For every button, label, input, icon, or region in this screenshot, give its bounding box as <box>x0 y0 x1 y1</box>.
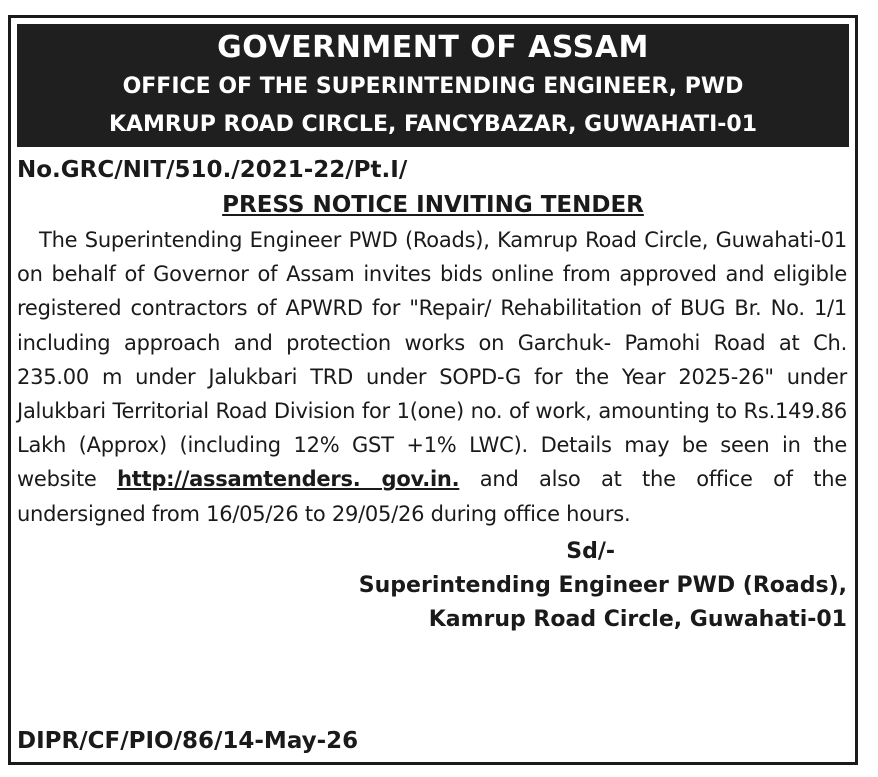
reference-number: No.GRC/NIT/510./2021-22/Pt.I/ <box>17 157 408 183</box>
signature-office: Kamrup Road Circle, Guwahati-01 <box>428 606 847 632</box>
notice-body <box>17 223 847 531</box>
government-title: GOVERNMENT OF ASSAM <box>217 30 649 65</box>
dipr-code: DIPR/CF/PIO/86/14-May-26 <box>17 728 359 754</box>
circle-address: KAMRUP ROAD CIRCLE, FANCYBAZAR, GUWAHATI-01 <box>108 112 758 137</box>
signature-block <box>11 535 847 637</box>
tender-website-link[interactable]: http://assamtenders. gov.in. <box>117 467 460 492</box>
signature-sd: Sd/- <box>566 538 615 564</box>
notice-title-text: PRESS NOTICE INVITING TENDER <box>222 192 644 218</box>
tender-notice <box>8 15 858 765</box>
office-title: OFFICE OF THE SUPERINTENDING ENGINEER, PWD <box>122 74 744 99</box>
body-text-before-url: The Superintending Engineer PWD (Roads), Kamrup Road Circle, Guwahati-01 on behalf of Governor of Assam invites bids online from approved and eligible registered contractors of APWRD for "Repair/ Rehabilitation of BUG Br. No. 1/1 including approach and protection works on Garchuk- Pamohi Road at Ch. 235.00 m under Jalukbari TRD under SOPD-G for the Year 2025-26" under Jalukbari Territorial Road Division for 1(one) no. of work, amounting to Rs.149.86 Lakh (Approx) (including 12% GST +1% LWC). Details may be seen in the website <box>17 228 847 492</box>
notice-title <box>11 187 855 223</box>
signature-designation: Superintending Engineer PWD (Roads), <box>358 572 847 598</box>
body-text-after-url: and also at the office of the undersigned from 16/05/26 to 29/05/26 during office hours. <box>17 467 848 526</box>
notice-header <box>17 24 849 147</box>
